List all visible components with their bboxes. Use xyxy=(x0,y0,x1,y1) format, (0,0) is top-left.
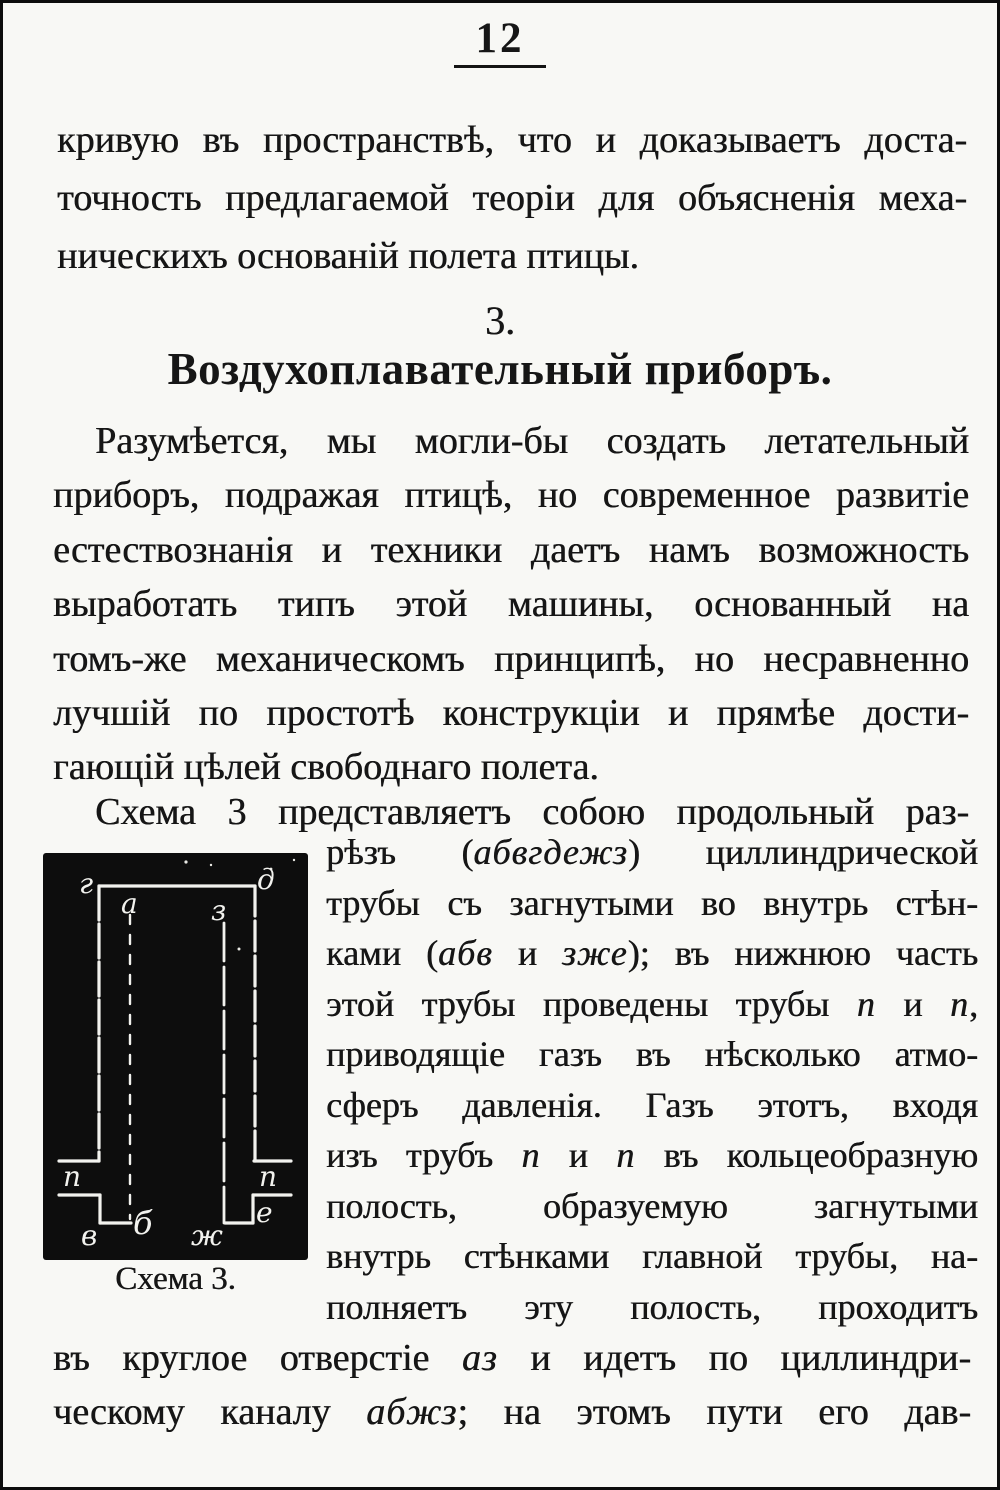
label-g: г xyxy=(79,867,94,900)
text-line: ническихъ основаній полета птицы. xyxy=(57,235,639,277)
text-line: полняетъ эту полость, проходитъ xyxy=(326,1286,978,1327)
section-title: Воздухоплавательный приборъ. xyxy=(167,344,833,394)
label-d: д xyxy=(257,863,275,896)
schema-3-figure xyxy=(43,853,308,1260)
label-z: з xyxy=(211,894,227,927)
inner-walls xyxy=(130,915,224,1223)
text-line: естествознанія и техники даетъ намъ возможность xyxy=(53,528,969,571)
text-line: трубы съ загнутыми во внутрь стѣн- xyxy=(326,882,978,923)
label-e: е xyxy=(256,1196,273,1229)
section-number: 3. xyxy=(485,298,515,343)
text-line: сферъ давленія. Газъ этотъ, входя xyxy=(326,1084,978,1125)
label-a: а xyxy=(121,887,138,920)
text-line: рѣзъ (абвгдежз) циллиндрической xyxy=(326,832,978,872)
text-line: томъ-же механическомъ принципѣ, но несравненно xyxy=(53,637,969,680)
page-header xyxy=(3,15,997,68)
label-b: б xyxy=(133,1204,153,1242)
figure-caption: Схема 3. xyxy=(115,1261,236,1297)
page-number: 12 xyxy=(475,15,525,62)
label-n-left: n xyxy=(63,1160,82,1193)
text-line: ками (абв и зже); въ нижнюю часть xyxy=(326,933,978,973)
text-line: ческому каналу абжз; на этомъ пути его дав- xyxy=(53,1390,972,1433)
paragraph-wrap-column xyxy=(326,827,978,1332)
text-line: этой трубы проведены трубы n и n, xyxy=(326,983,978,1024)
page-number-rule xyxy=(454,65,546,68)
text-line: лучшій по простотѣ конструкціи и прямѣе дости- xyxy=(53,692,969,735)
text-line: Разумѣется, мы могли-бы создать летательный xyxy=(95,420,969,462)
paragraph-continuation xyxy=(57,111,967,285)
text-line: Схема 3 представляетъ собою продольный раз- xyxy=(95,791,969,833)
label-zh: ж xyxy=(191,1219,223,1252)
text-line: выработать типъ этой машины, основанный на xyxy=(53,583,969,626)
tube-cross-section-drawing xyxy=(43,853,308,1260)
scan-specks xyxy=(184,859,295,951)
label-v: в xyxy=(81,1219,98,1252)
text-line: полость, образуемую загнутыми xyxy=(326,1185,978,1226)
text-line: внутрь стѣнками главной трубы, на- xyxy=(326,1236,978,1276)
text-line: гающій цѣлей свободнаго полета. xyxy=(53,746,599,789)
tube-outline xyxy=(59,886,291,1223)
paragraph-bottom xyxy=(53,1332,971,1439)
text-line: приборъ, подражая птицѣ, но современное развитіе xyxy=(53,474,969,517)
text-line: приводящіе газъ въ нѣсколько атмо- xyxy=(326,1034,978,1074)
label-n-right: n xyxy=(259,1160,278,1193)
text-line: точность предлагаемой теоріи для объясненія меха- xyxy=(57,177,967,219)
paragraph-main xyxy=(53,414,969,795)
text-line: въ круглое отверстіе аз и идетъ по циллиндри- xyxy=(53,1337,971,1379)
text-line: кривую въ пространствѣ, что и доказываетъ доста- xyxy=(57,119,967,161)
text-line: изъ трубъ n и n въ кольцеобразную xyxy=(326,1135,978,1175)
